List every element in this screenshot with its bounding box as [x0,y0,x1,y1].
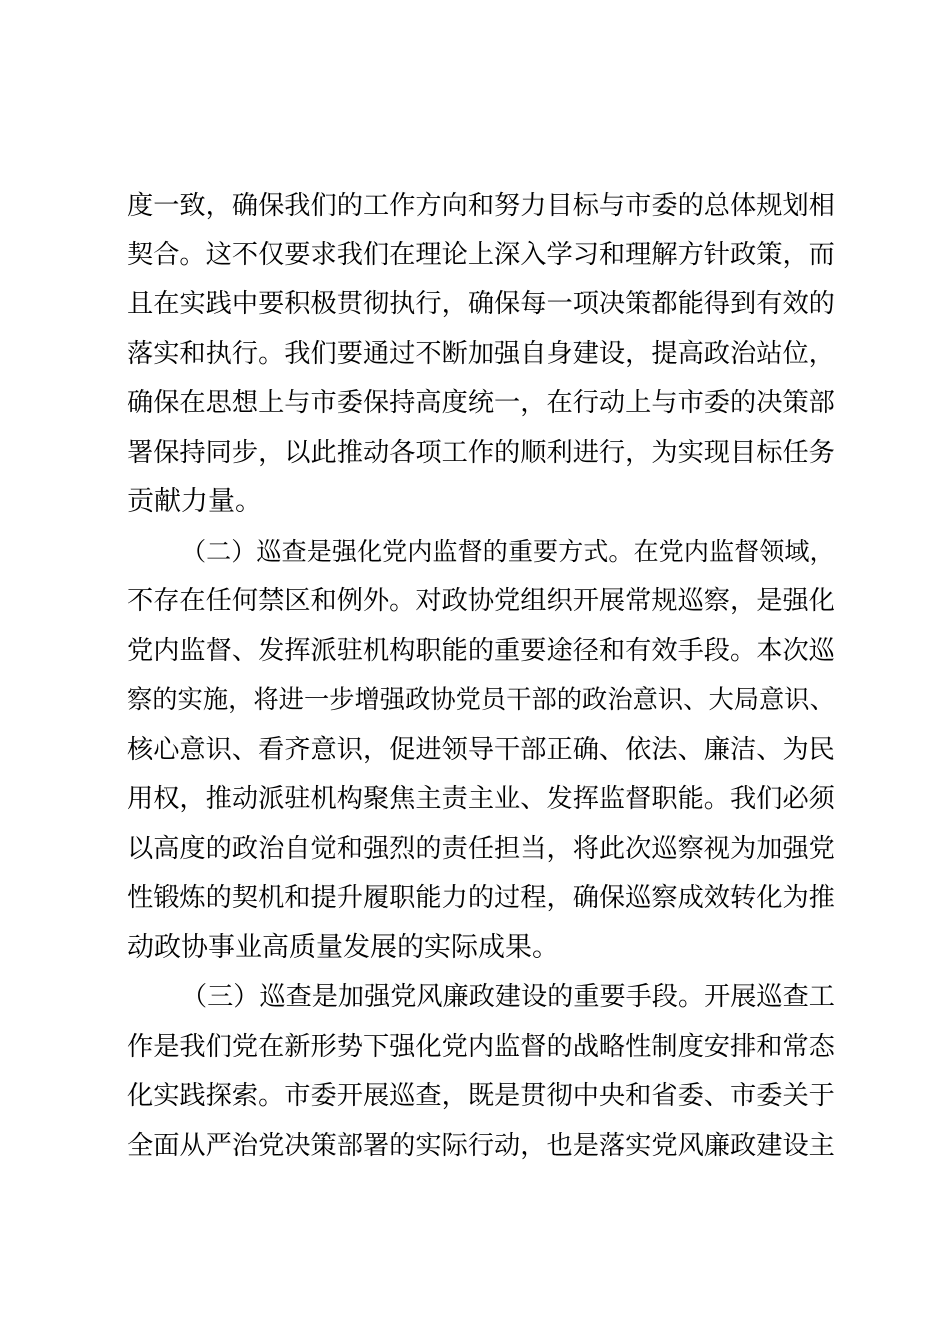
text-line: 动政协事业高质量发展的实际成果。 [127,932,559,963]
text-line: 且在实践中要积极贯彻执行，确保每一项决策都能得到有效的 [127,289,835,319]
text-line: 落实和执行。我们要通过不断加强自身建设，提高政治站位， [127,339,835,369]
text-line: 全面从严治党决策部署的实际行动，也是落实党风廉政建设主 [127,1131,835,1161]
text-line: 不存在任何禁区和例外。对政协党组织开展常规巡察，是强化 [127,586,835,616]
text-line: 契合。这不仅要求我们在理论上深入学习和理解方针政策，而 [127,240,835,270]
paragraph-first-line: （三）巡查是加强党风廉政建设的重要手段。开展巡查工 [181,982,835,1012]
text-line: 贡献力量。 [127,486,262,517]
text-line: 用权，推动派驻机构聚焦主责主业、发挥监督职能。我们必须 [127,784,835,814]
text-line: 署保持同步，以此推动各项工作的顺利进行，为实现目标任务 [127,438,835,468]
text-line: 作是我们党在新形势下强化党内监督的战略性制度安排和常态 [127,1032,835,1062]
text-line: 核心意识、看齐意识，促进领导干部正确、依法、廉洁、为民 [127,735,835,765]
text-line: 以高度的政治自觉和强烈的责任担当，将此次巡察视为加强党 [127,834,835,864]
text-line: 确保在思想上与市委保持高度统一，在行动上与市委的决策部 [127,388,835,418]
text-line: 度一致，确保我们的工作方向和努力目标与市委的总体规划相 [127,191,835,221]
text-line: 性锻炼的契机和提升履职能力的过程，确保巡察成效转化为推 [127,883,835,913]
text-line: 党内监督、发挥派驻机构职能的重要途径和有效手段。本次巡 [127,636,835,666]
text-line: 察的实施，将进一步增强政协党员干部的政治意识、大局意识、 [127,685,835,714]
paragraph-first-line: （二）巡查是强化党内监督的重要方式。在党内监督领域， [181,537,835,566]
text-line: 化实践探索。市委开展巡查，既是贯彻中央和省委、市委关于 [127,1081,835,1111]
